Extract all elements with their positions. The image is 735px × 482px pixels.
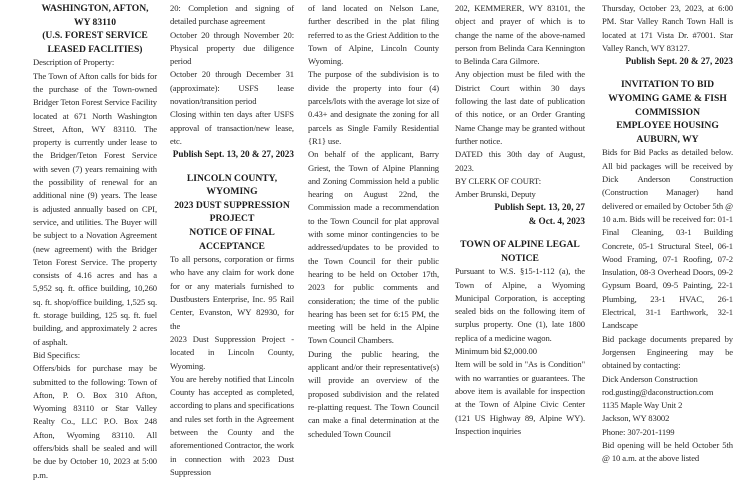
notice-paragraph: Minimum bid $2,000.00 xyxy=(455,346,537,357)
notice-paragraph: On behalf of the applicant, Barry Griest, the Town of Alpine Planning and Zoning Commission held a public hearing on August 22nd, the Commission made a recommendation to the Town Council for plat approval with some minor contingencies to be addressed/updates to be provided to the Town Council for their public hearing to be held on October 17th, 2023 for public comments and consideration; the time of the public hearing has been set for 6:15 PM, the meeting will be held in the Alpine Town Council Chambers. xyxy=(308,149,439,346)
notice-paragraph: Jackson, WY 83002 xyxy=(602,413,670,424)
notice-paragraph: BY CLERK OF COURT: xyxy=(455,175,541,186)
notice-heading: WASHINGTON, AFTON, WY 83110 xyxy=(41,3,149,28)
notice-paragraph: Pursuant to W.S. §15-1-112 (a), the Town of Alpine, a Wyoming Municipal Corporation, is accepting sealed bids on the following item of surplus property. One (1), late 1800 replica of a medicine wagon. xyxy=(455,266,585,343)
notice-paragraph: Closing within ten days after USFS approval of transaction/new lease, etc. xyxy=(170,109,294,146)
notice-paragraph: Amber Brunski, Deputy xyxy=(455,189,536,200)
notice-paragraph: rod.gusting@daconstruction.com xyxy=(602,386,714,397)
notice-paragraph: You are hereby notified that Lincoln County has accepted as completed, according to plans and specifications and rules set forth in the Agreement between the County and the aforementioned Contractor, the work in connection with 2023 Dust Suppression xyxy=(170,373,294,477)
notice-paragraph: Item will be sold in "As is Condition" with no warranties or guarantees. The above item is available for inspection at the Town of Alpine Civic Center (121 US Highway 89, Alpine WY). Inspection inquiries xyxy=(455,359,585,436)
column-1 xyxy=(33,2,157,482)
notice-paragraph: Phone: 307-201-1199 xyxy=(602,426,675,437)
publish-dates: Publish Sept. 20 & 27, 2023 xyxy=(625,56,733,67)
publish-dates: Publish Sept. 13, 20 & 27, 2023 xyxy=(172,149,294,160)
notice-paragraph: 1135 Maple Way Unit 2 xyxy=(602,400,683,411)
notice-paragraph: The Town of Afton calls for bids for the purchase of the Town-owned Bridger Teton Forest Service Facility located at 671 North Washington Street, Afton, WY 83110. The property is currently under lease to the Bridger/Teton Forest Service with seven (7) years remaining with the possibility of renewal for an additional nine (9) years. The lease is adjusted annually based on CPI, service, and utilities. The Buyer will be subject to a Novation Agreement (new agreement) with the Bridger Teton Forest Service. The property consists of 4.16 acres and has a 5,952 sq. ft. office building, 10,260 sq. ft. shop/office building, 1,525 sq. ft. storage building, 125 sq. ft. fuel building, and approximately 2 acres of asphalt. xyxy=(33,70,157,347)
notice-heading: EMPLOYEE HOUSING xyxy=(616,120,719,132)
column-3 xyxy=(308,2,439,441)
column-5 xyxy=(602,2,733,466)
notice-paragraph: October 20 through December 31 (approximate): USFS lease novation/transition period xyxy=(170,69,294,107)
spacer xyxy=(170,162,294,172)
notice-heading: 2023 DUST SUPPRESSION PROJECT xyxy=(174,199,290,225)
notice-paragraph: To all persons, corporation or firms who have any claim for work done for or any materials furnished to Dustbusters Enterprise, Inc. 95 Rail Center, Evanston, WY 82930, for the xyxy=(170,254,294,331)
column-4 xyxy=(455,2,585,438)
notice-paragraph: of land located on Nelson Lane, further described in the plat filing referred to as the Griest Addition to the Town of Alpine, Lincoln County Wyoming. xyxy=(308,3,439,67)
notice-paragraph: Offers/bids for purchase may be submitted to the following: Town of Afton, P. O. Box 310 Afton, Wyoming 83110 or Star Valley Realty Co., LLC P.O. Box 248 Afton, Wyoming 83110. All offers/bids shall be sealed and will be due by October 10, 2023 at 5:00 p.m. xyxy=(33,363,157,480)
spacer xyxy=(602,68,733,78)
notice-paragraph: Thursday, October 23, 2023, at 6:00 PM. Star Valley Ranch Town Hall is located at 171 Vista Dr. #7001. Star Valley Ranch, WY 83127. xyxy=(602,3,733,53)
notice-heading: AUBURN, WY xyxy=(636,133,699,145)
notice-paragraph: 202, KEMMERER, WY 83101, the object and prayer of which is to change the name of the above-named person from Belinda Cara Kennington to Belinda Cara Gilmore. xyxy=(455,3,585,67)
notice-paragraph: Description of Property: xyxy=(33,57,115,68)
publish-dates: Publish Sept. 13, 20, 27 xyxy=(494,202,585,213)
publish-dates: & Oct. 4, 2023 xyxy=(528,215,585,226)
spacer xyxy=(455,228,585,238)
notice-paragraph: During the public hearing, the applicant and/or their representative(s) will provide an overview of the proposed subdivision and the related re-platting request. The Town Council can make a final determination at the scheduled Town Council xyxy=(308,348,439,439)
notice-paragraph: DATED this 30th day of August, 2023. xyxy=(455,149,585,173)
notice-paragraph: Any objection must be filed with the District Court within 30 days following the last date of publication of this notice, or an Order Granting Name Change may be granted without further notice. xyxy=(455,69,585,146)
notice-paragraph: The purpose of the subdivision is to divide the property into four (4) parcels/lots with the average lot size of 0.43+ and designate the zoning for all parcels as Single Family Residential {R1} use. xyxy=(308,69,439,146)
notice-paragraph: October 20 through November 20: Physical property due diligence period xyxy=(170,29,294,67)
notice-heading: NOTICE OF FINAL ACCEPTANCE xyxy=(189,226,275,252)
notice-paragraph: 20: Completion and signing of detailed purchase agreement xyxy=(170,3,294,27)
notice-heading: LINCOLN COUNTY, WYOMING xyxy=(186,172,278,198)
notice-heading: WYOMING GAME & FISH COMMISSION xyxy=(608,93,727,118)
notice-paragraph: Bid Specifics: xyxy=(33,349,81,360)
notice-paragraph: Dick Anderson Construction xyxy=(602,373,698,384)
notice-paragraph: Bid package documents prepared by Jorgensen Engineering may be obtained by contacting: xyxy=(602,333,733,371)
notice-paragraph: Bids for Bid Packs as detailed below. All bid packages will be received by Dick Anderson Construction (Construction Manager) hand delivered or emailed by October 5th @ 10 a.m. Bids will be received for: 01-1 Final Cleaning, 03-1 Building Concrete, 05-1 Structural Steel, 06-1 Wood Framing, 07-1 Roofing, 07-2 Insulation, 08-3 Overhead Doors, 09-2 Gypsum Board, 09-5 Painting, 22-1 Plumbing, 23-1 HVAC, 26-1 Electrical, 31-1 Earthwork, 32-1 Landscape xyxy=(602,147,733,331)
notice-paragraph: 2023 Dust Suppression Project - located in Lincoln County, Wyoming. xyxy=(170,333,294,371)
notice-heading: INVITATION TO BID xyxy=(620,79,715,91)
column-2 xyxy=(170,2,294,479)
notice-heading: TOWN OF ALPINE LEGAL NOTICE xyxy=(460,239,580,264)
notice-heading: (U.S. FOREST SERVICE LEASED FACLITIES) xyxy=(42,30,148,55)
notice-paragraph: Bid opening will be held October 5th @ 10 a.m. at the above listed xyxy=(602,439,733,464)
